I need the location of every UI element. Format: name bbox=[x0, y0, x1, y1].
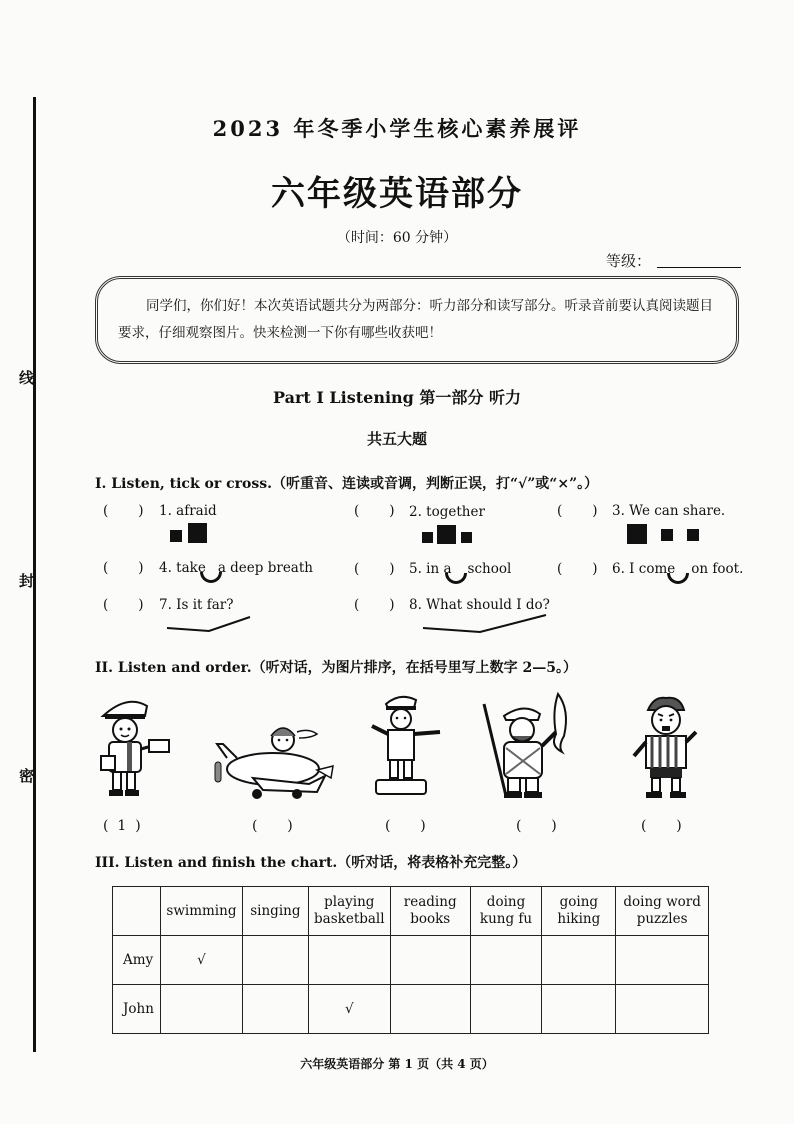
chart-cell[interactable] bbox=[390, 936, 470, 985]
exam-title: 2023 年冬季小学生核心素养展评 bbox=[212, 116, 582, 141]
subject-title: 六年级英语部分 bbox=[271, 174, 523, 214]
order-answer-1[interactable]: ( 1 ) bbox=[103, 818, 141, 834]
column-header: going hiking bbox=[542, 887, 616, 936]
answer-paren-8[interactable]: ( ) bbox=[354, 597, 395, 613]
side-label-xian: 线 bbox=[17, 370, 35, 385]
pilot-in-plane-icon bbox=[213, 714, 335, 800]
stress-mark-large bbox=[188, 523, 207, 543]
chart-cell[interactable] bbox=[470, 936, 542, 985]
chart-cell[interactable]: √ bbox=[308, 985, 390, 1034]
intonation-mark-falling bbox=[420, 611, 550, 635]
table-row bbox=[113, 985, 709, 1034]
side-label-feng: 封 bbox=[17, 573, 35, 588]
column-header: doing word puzzles bbox=[616, 887, 709, 936]
stress-mark-large bbox=[437, 525, 456, 544]
linking-mark bbox=[445, 573, 467, 584]
column-header: swimming bbox=[160, 887, 242, 936]
page-footer: 六年级英语部分 第 1 页（共 4 页） bbox=[300, 1057, 494, 1071]
item-2: 2. together bbox=[409, 504, 485, 520]
item-6: 6. I come on foot. bbox=[612, 561, 744, 577]
chart-cell[interactable] bbox=[542, 985, 616, 1034]
fisherman-icon bbox=[478, 690, 584, 800]
order-answer-5[interactable]: ( ) bbox=[641, 818, 682, 834]
chart-cell[interactable]: √ bbox=[160, 936, 242, 985]
chart-header-row bbox=[113, 887, 709, 936]
column-header: reading books bbox=[390, 887, 470, 936]
answer-paren-2[interactable]: ( ) bbox=[354, 503, 395, 519]
answer-paren-5[interactable]: ( ) bbox=[354, 561, 395, 577]
item-1: 1. afraid bbox=[159, 503, 217, 519]
answer-paren-1[interactable]: ( ) bbox=[103, 503, 144, 519]
stress-mark-small bbox=[422, 532, 433, 543]
chart-cell[interactable] bbox=[616, 985, 709, 1034]
linking-mark bbox=[667, 573, 689, 584]
answer-paren-3[interactable]: ( ) bbox=[557, 503, 598, 519]
time-limit: （时间：60 分钟） bbox=[336, 230, 458, 246]
column-header: singing bbox=[242, 887, 308, 936]
row-name: Amy bbox=[113, 936, 161, 985]
column-header: playing basketball bbox=[308, 887, 390, 936]
answer-paren-4[interactable]: ( ) bbox=[103, 560, 144, 576]
item-7: 7. Is it far? bbox=[159, 597, 234, 613]
table-row bbox=[113, 936, 709, 985]
chart-cell[interactable] bbox=[308, 936, 390, 985]
side-label-mi: 密 bbox=[17, 768, 35, 783]
mail-carrier-icon bbox=[97, 694, 171, 800]
section2-heading: II. Listen and order.（听对话，为图片排序，在括号里写上数字 2—5。） bbox=[95, 660, 577, 676]
item-5: 5. in a school bbox=[409, 561, 512, 577]
hobby-chart bbox=[112, 886, 709, 1034]
section1-heading: I. Listen, tick or cross.（听重音、连读或音调，判断正误，打“√”或“×”。） bbox=[95, 476, 599, 492]
stress-mark-small bbox=[170, 530, 182, 542]
chart-cell[interactable] bbox=[160, 985, 242, 1034]
chart-cell[interactable] bbox=[242, 936, 308, 985]
stress-mark-large bbox=[627, 524, 647, 544]
stress-mark-small bbox=[687, 529, 699, 541]
police-officer-icon bbox=[368, 690, 444, 800]
notice-text: 同学们，你们好！本次英语试题共分为两部分：听力部分和读写部分。听录音前要认真阅读题目要求，仔细观察图片。快来检测一下你有哪些收获吧！ bbox=[118, 298, 713, 341]
column-header: doing kung fu bbox=[470, 887, 542, 936]
chart-cell[interactable] bbox=[390, 985, 470, 1034]
coach-with-whistle-icon bbox=[630, 694, 702, 802]
section3-heading: III. Listen and finish the chart.（听对话，将表格补充完整。） bbox=[95, 855, 527, 871]
chart-cell[interactable] bbox=[470, 985, 542, 1034]
chart-cell[interactable] bbox=[542, 936, 616, 985]
chart-corner-cell bbox=[113, 887, 161, 936]
item-3: 3. We can share. bbox=[612, 503, 726, 519]
chart-cell[interactable] bbox=[616, 936, 709, 985]
part-subtitle: 共五大题 bbox=[366, 430, 427, 448]
answer-paren-6[interactable]: ( ) bbox=[557, 561, 598, 577]
chart-cell[interactable] bbox=[242, 985, 308, 1034]
item-4: 4. take a deep breath bbox=[159, 560, 313, 576]
linking-mark bbox=[200, 572, 222, 583]
row-name: John bbox=[113, 985, 161, 1034]
grade-blank[interactable] bbox=[657, 267, 741, 268]
item-8: 8. What should I do? bbox=[409, 597, 550, 613]
order-answer-2[interactable]: ( ) bbox=[252, 818, 293, 834]
stress-mark-small bbox=[461, 532, 472, 543]
part-title: Part I Listening 第一部分 听力 bbox=[273, 388, 521, 407]
order-answer-3[interactable]: ( ) bbox=[385, 818, 426, 834]
order-answer-4[interactable]: ( ) bbox=[516, 818, 557, 834]
intonation-mark-rising bbox=[164, 613, 254, 633]
stress-mark-small bbox=[661, 529, 673, 541]
answer-paren-7[interactable]: ( ) bbox=[103, 597, 144, 613]
grade-label: 等级： bbox=[606, 252, 652, 270]
